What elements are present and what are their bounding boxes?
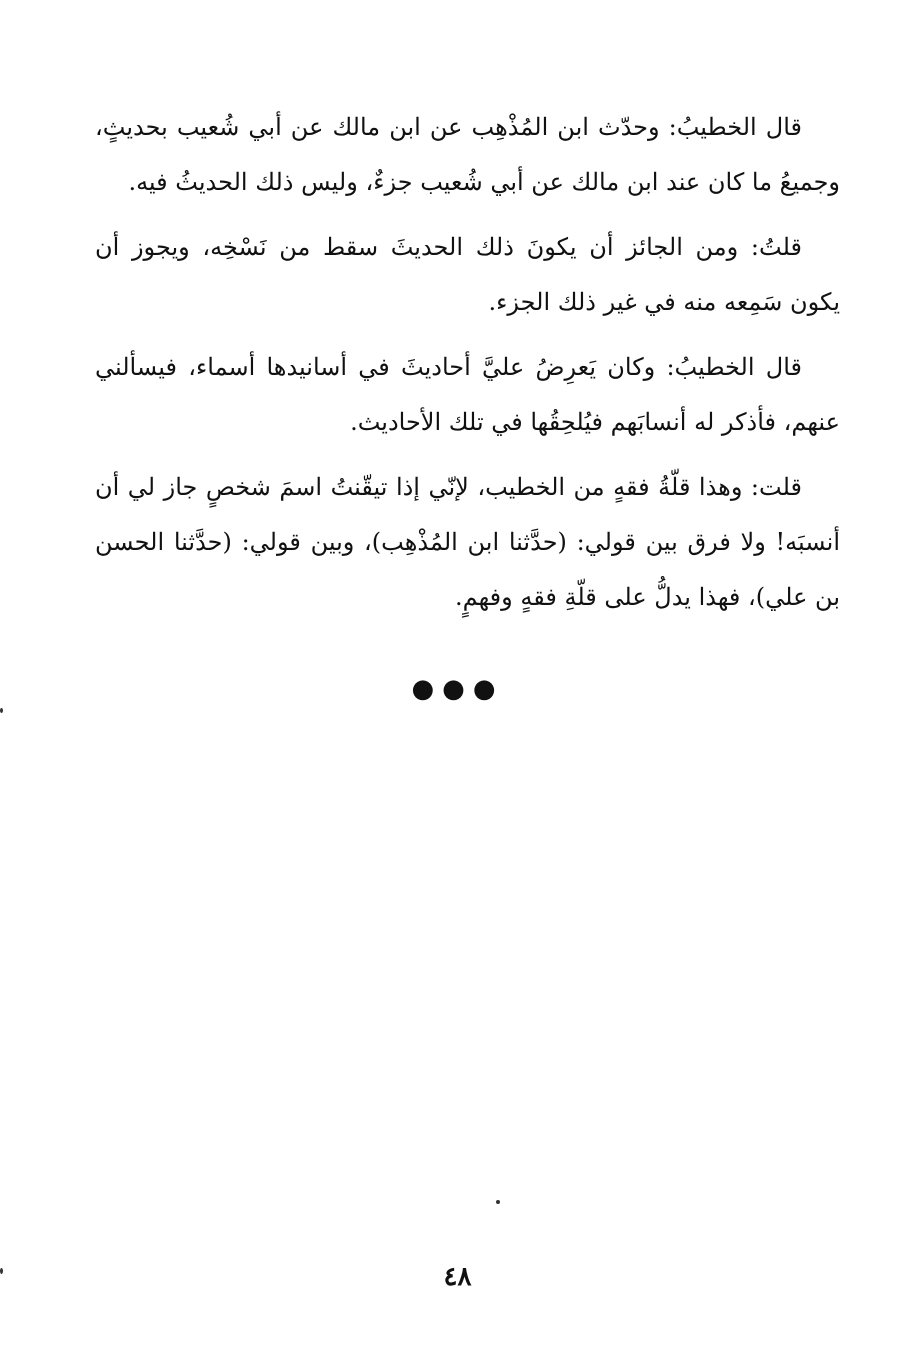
paragraph-3: قال الخطيبُ: وكان يَعرِضُ عليَّ أحاديثَ في أسانيدها أسماء، فيسألني عنهم، فأذكر له أنسابَهم فيُلحِقُها في تلك الأحاديث. <box>95 353 840 436</box>
scan-speck <box>0 708 3 713</box>
paragraph-4: قلت: وهذا قلّةُ فقهٍ من الخطيب، لإنّي إذا تيقّنتُ اسمَ شخصٍ جاز لي أن أنسبَه! ولا فرق بين قولي: (حدَّثنا ابن المُذْهِب)، وبين قولي: (حدَّثنا الحسن بن علي)، فهذا يدلُّ على قلّةِ فقهٍ وفهمٍ. <box>95 473 840 611</box>
body-text <box>95 100 840 635</box>
scan-speck <box>496 1200 500 1204</box>
paragraph-1: قال الخطيبُ: وحدّث ابن المُذْهِب عن ابن مالك عن أبي شُعيب بحديثٍ، وجميعُ ما كان عند ابن مالك عن أبي شُعيب جزءٌ، وليس ذلك الحديثُ فيه. <box>95 113 840 196</box>
page-number: ٤٨ <box>443 1262 472 1292</box>
scan-speck <box>0 1268 3 1274</box>
section-separator: ●●● <box>411 674 504 704</box>
paragraph-2: قلتُ: ومن الجائز أن يكونَ ذلك الحديثَ سقط من نَسْخِه، ويجوز أن يكون سَمِعه منه في غير ذلك الجزء. <box>95 233 840 316</box>
